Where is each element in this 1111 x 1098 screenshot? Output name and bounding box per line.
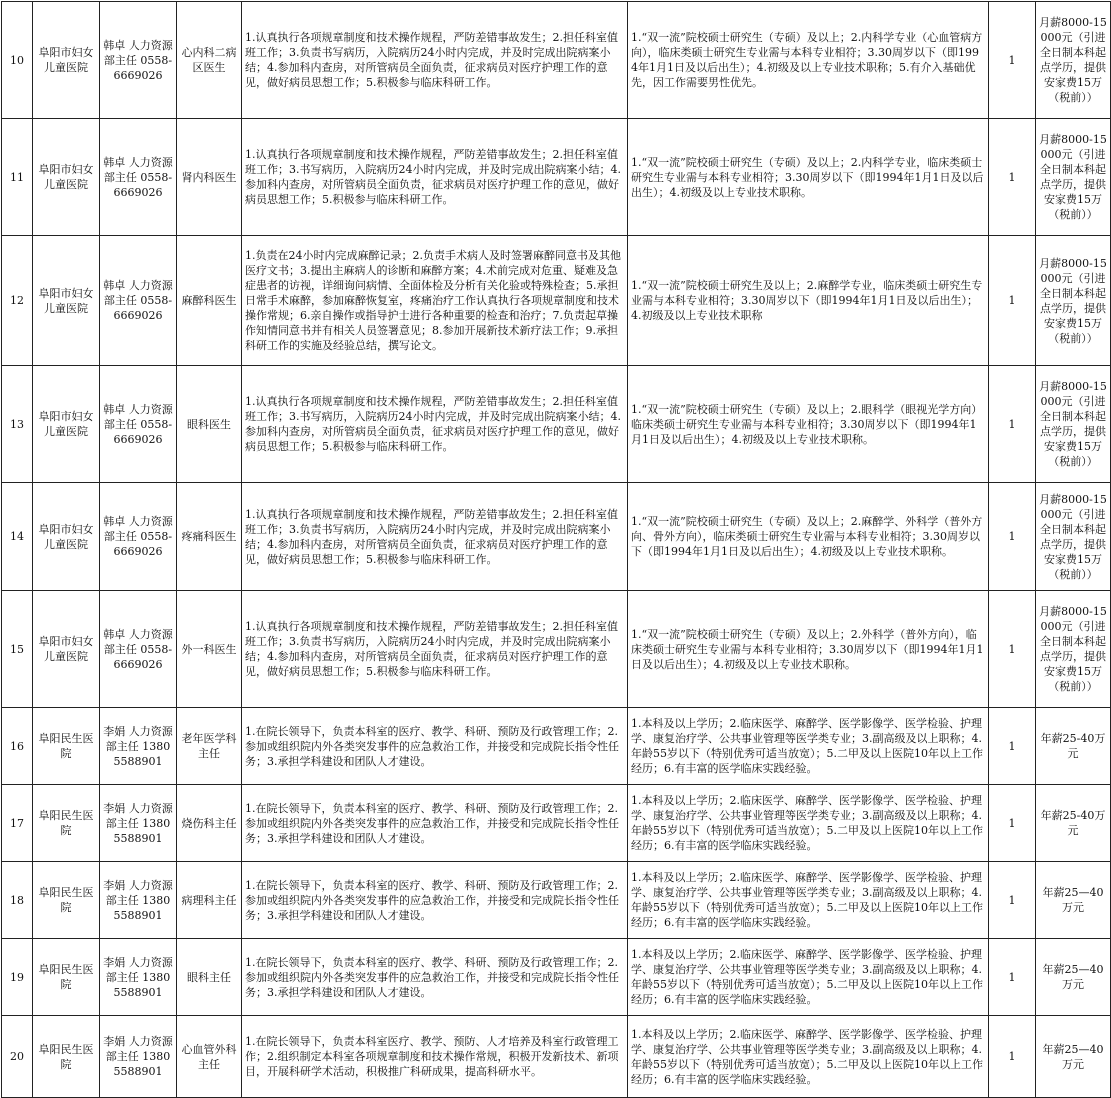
post-name: 心内科二病区医生: [177, 2, 242, 119]
unit-name: 阜阳市妇女儿童医院: [33, 236, 100, 366]
headcount: 1: [989, 708, 1036, 785]
requirements: 1.“双一流”院校硕士研究生（专硕）及以上；2.麻醉学、外科学（普外方向、骨外方向），临床类硕士研究生专业需与本科专业相符；3.30周岁以下（即1994年1月1日及以后出生）；4.初级及以上专业技术职称。: [628, 483, 989, 591]
post-name: 心血管外科主任: [177, 1016, 242, 1098]
salary: 年薪25-40万元: [1036, 708, 1111, 785]
job-duties: 1.在院长领导下，负责本科室的医疗、教学、科研、预防及行政管理工作；2.参加或组织院内外各类突发事件的应急救治工作，并接受和完成院长指令性任务；3.承担学科建设和团队人才建设。: [242, 939, 628, 1016]
row-number: 19: [2, 939, 33, 1016]
table-row: [2, 862, 1111, 939]
requirements: 1.“双一流”院校硕士研究生及以上；2.麻醉学专业，临床类硕士研究生专业需与本科专业相符；3.30周岁以下（即1994年1月1日及以后出生）；4.初级及以上专业技术职称: [628, 236, 989, 366]
headcount: 1: [989, 591, 1036, 708]
post-name: 外一科医生: [177, 591, 242, 708]
unit-name: 阜阳民生医院: [33, 1016, 100, 1098]
requirements: 1.“双一流”院校硕士研究生（专硕）及以上；2.外科学（普外方向），临床类硕士研究生专业需与本科专业相符；3.30周岁以下（即1994年1月1日及以后出生）；4.初级及以上专业技术职称。: [628, 591, 989, 708]
contact-person: 韩卓 人力资源部主任 0558-6669026: [100, 119, 177, 236]
salary: 年薪25—40万元: [1036, 939, 1111, 1016]
headcount: 1: [989, 1016, 1036, 1098]
job-duties: 1.认真执行各项规章制度和技术操作规程，严防差错事故发生；2.担任科室值班工作；3.书写病历，入院病历24小时内完成，并及时完成出院病案小结；4.参加科内查房，对所管病员全面负责，征求病员对医疗护理工作的意见，做好病员思想工作；5.积极参与临床科研工作。: [242, 366, 628, 483]
table-row: [2, 236, 1111, 366]
post-name: 老年医学科主任: [177, 708, 242, 785]
row-number: 10: [2, 2, 33, 119]
headcount: 1: [989, 483, 1036, 591]
table-row: [2, 591, 1111, 708]
contact-person: 韩卓 人力资源部主任 0558-6669026: [100, 2, 177, 119]
unit-name: 阜阳市妇女儿童医院: [33, 119, 100, 236]
headcount: 1: [989, 366, 1036, 483]
post-name: 眼科医生: [177, 366, 242, 483]
table-row: [2, 939, 1111, 1016]
contact-person: 韩卓 人力资源部主任 0558-6669026: [100, 366, 177, 483]
contact-person: 李娟 人力资源部主任 13805588901: [100, 862, 177, 939]
contact-person: 李娟 人力资源部主任 13805588901: [100, 708, 177, 785]
job-duties: 1.认真执行各项规章制度和技术操作规程，严防差错事故发生；2.担任科室值班工作；3.负责书写病历，入院病历24小时内完成，并及时完成出院病案小结；4.参加科内查房，对所管病员全面负责，征求病员对医疗护理工作的意见，做好病员思想工作；5.积极参与临床科研工作。: [242, 2, 628, 119]
row-number: 13: [2, 366, 33, 483]
table-row: [2, 119, 1111, 236]
requirements: 1.本科及以上学历；2.临床医学、麻醉学、医学影像学、医学检验、护理学、康复治疗学、公共事业管理等医学类专业；3.副高级及以上职称；4.年龄55岁以下（特别优秀可适当放宽）；5.二甲及以上医院10年以上工作经历；6.有丰富的医学临床实践经验。: [628, 1016, 989, 1098]
contact-person: 李娟 人力资源部主任 13805588901: [100, 939, 177, 1016]
contact-person: 李娟 人力资源部主任 13805588901: [100, 1016, 177, 1098]
table-row: [2, 483, 1111, 591]
requirements: 1.“双一流”院校硕士研究生（专硕）及以上；2.内科学专业（心血管病方向），临床类硕士研究生专业需与本科专业相符；3.30周岁以下（即1994年1月1日及以后出生）；4.初级及以上专业技术职称；5.有介入基础优先，因工作需要男性优先。: [628, 2, 989, 119]
post-name: 疼痛科医生: [177, 483, 242, 591]
requirements: 1.“双一流”院校硕士研究生（专硕）及以上；2.内科学专业，临床类硕士研究生专业需与本科专业相符；3.30周岁以下（即1994年1月1日及以后出生）；4.初级及以上专业技术职称。: [628, 119, 989, 236]
salary: 月薪8000-15000元（引进全日制本科起点学历，提供安家费15万（税前））: [1036, 2, 1111, 119]
salary: 月薪8000-15000元（引进全日制本科起点学历，提供安家费15万（税前））: [1036, 366, 1111, 483]
headcount: 1: [989, 862, 1036, 939]
table-row: [2, 785, 1111, 862]
row-number: 11: [2, 119, 33, 236]
table-row: [2, 366, 1111, 483]
requirements: 1.本科及以上学历；2.临床医学、麻醉学、医学影像学、医学检验、护理学、康复治疗学、公共事业管理等医学类专业；3.副高级及以上职称；4.年龄55岁以下（特别优秀可适当放宽）；5.二甲及以上医院10年以上工作经历；6.有丰富的医学临床实践经验。: [628, 708, 989, 785]
row-number: 12: [2, 236, 33, 366]
salary: 年薪25—40万元: [1036, 862, 1111, 939]
unit-name: 阜阳民生医院: [33, 862, 100, 939]
job-duties: 1.在院长领导下，负责本科室的医疗、教学、科研、预防及行政管理工作；2.参加或组织院内外各类突发事件的应急救治工作，并接受和完成院长指令性任务；3.承担学科建设和团队人才建设。: [242, 708, 628, 785]
job-duties: 1.认真执行各项规章制度和技术操作规程，严防差错事故发生；2.担任科室值班工作；3.负责书写病历，入院病历24小时内完成，并及时完成出院病案小结；4.参加科内查房，对所管病员全面负责，征求病员对医疗护理工作的意见，做好病员思想工作；5.积极参与临床科研工作。: [242, 483, 628, 591]
requirements: 1.本科及以上学历；2.临床医学、麻醉学、医学影像学、医学检验、护理学、康复治疗学、公共事业管理等医学类专业；3.副高级及以上职称；4.年龄55岁以下（特别优秀可适当放宽）；5.二甲及以上医院10年以上工作经历；6.有丰富的医学临床实践经验。: [628, 939, 989, 1016]
headcount: 1: [989, 236, 1036, 366]
contact-person: 李娟 人力资源部主任 13805588901: [100, 785, 177, 862]
requirements: 1.“双一流”院校硕士研究生（专硕）及以上；2.眼科学（眼视光学方向）临床类硕士研究生专业需与本科专业相符；3.30周岁以下（即1994年1月1日及以后出生）；4.初级及以上专业技术职称。: [628, 366, 989, 483]
contact-person: 韩卓 人力资源部主任 0558-6669026: [100, 591, 177, 708]
job-duties: 1.在院长领导下，负责本科室的医疗、教学、科研、预防及行政管理工作；2.参加或组织院内外各类突发事件的应急救治工作，并接受和完成院长指令性任务；3.承担学科建设和团队人才建设。: [242, 862, 628, 939]
unit-name: 阜阳市妇女儿童医院: [33, 591, 100, 708]
headcount: 1: [989, 2, 1036, 119]
table-row: [2, 2, 1111, 119]
headcount: 1: [989, 119, 1036, 236]
row-number: 16: [2, 708, 33, 785]
salary: 年薪25—40万元: [1036, 1016, 1111, 1098]
job-duties: 1.认真执行各项规章制度和技术操作规程，严防差错事故发生；2.担任科室值班工作；3.负责书写病历，入院病历24小时内完成，并及时完成出院病案小结；4.参加科内查房，对所管病员全面负责，征求病员对医疗护理工作的意见，做好病员思想工作；5.积极参与临床科研工作。: [242, 591, 628, 708]
unit-name: 阜阳市妇女儿童医院: [33, 2, 100, 119]
salary: 月薪8000-15000元（引进全日制本科起点学历，提供安家费15万（税前））: [1036, 119, 1111, 236]
requirements: 1.本科及以上学历；2.临床医学、麻醉学、医学影像学、医学检验、护理学、康复治疗学、公共事业管理等医学类专业；3.副高级及以上职称；4.年龄55岁以下（特别优秀可适当放宽）；5.二甲及以上医院10年以上工作经历；6.有丰富的医学临床实践经验。: [628, 862, 989, 939]
unit-name: 阜阳民生医院: [33, 708, 100, 785]
post-name: 麻醉科医生: [177, 236, 242, 366]
recruitment-table: [1, 1, 1111, 1098]
job-duties: 1.在院长领导下，负责本科室医疗、教学、预防、人才培养及科室行政管理工作；2.组织制定本科室各项规章制度和技术操作常规，积极开发新技术、新项目，开展科研学术活动，积极推广科研成果，提高科研水平。: [242, 1016, 628, 1098]
job-duties: 1.在院长领导下，负责本科室的医疗、教学、科研、预防及行政管理工作；2.参加或组织院内外各类突发事件的应急救治工作，并接受和完成院长指令性任务；3.承担学科建设和团队人才建设。: [242, 785, 628, 862]
row-number: 15: [2, 591, 33, 708]
row-number: 20: [2, 1016, 33, 1098]
job-duties: 1.认真执行各项规章制度和技术操作规程，严防差错事故发生；2.担任科室值班工作；3.书写病历，入院病历24小时内完成，并及时完成出院病案小结；4.参加科内查房，对所管病员全面负责，征求病员对医疗护理工作的意见，做好病员思想工作；5.积极参与临床科研工作。: [242, 119, 628, 236]
unit-name: 阜阳民生医院: [33, 939, 100, 1016]
contact-person: 韩卓 人力资源部主任 0558-6669026: [100, 236, 177, 366]
salary: 月薪8000-15000元（引进全日制本科起点学历，提供安家费15万（税前））: [1036, 483, 1111, 591]
post-name: 眼科主任: [177, 939, 242, 1016]
salary: 月薪8000-15000元（引进全日制本科起点学历，提供安家费15万（税前））: [1036, 236, 1111, 366]
requirements: 1.本科及以上学历；2.临床医学、麻醉学、医学影像学、医学检验、护理学、康复治疗学、公共事业管理等医学类专业；3.副高级及以上职称；4.年龄55岁以下（特别优秀可适当放宽）；5.二甲及以上医院10年以上工作经历；6.有丰富的医学临床实践经验。: [628, 785, 989, 862]
table-row: [2, 1016, 1111, 1098]
headcount: 1: [989, 785, 1036, 862]
post-name: 病理科主任: [177, 862, 242, 939]
job-duties: 1.负责在24小时内完成麻醉记录；2.负责手术病人及时签署麻醉同意书及其他医疗文书；3.提出主麻病人的诊断和麻醉方案；4.术前完成对危重、疑难及急症患者的访视，详细询问病情、全面体检及分析有关化验或特殊检查；5.承担日常手术麻醉，参加麻醉恢复室，疼痛治疗工作认真执行各项规章制度和技术操作常规；6.亲自操作或指导护士进行各种重要的检查和治疗；7.负责起草操作知情同意书并有相关人员签署意见；8.参加开展新技术新疗法工作；9.承担科研工作的实施及经验总结，撰写论文。: [242, 236, 628, 366]
table-row: [2, 708, 1111, 785]
row-number: 17: [2, 785, 33, 862]
post-name: 烧伤科主任: [177, 785, 242, 862]
salary: 年薪25-40万元: [1036, 785, 1111, 862]
contact-person: 韩卓 人力资源部主任 0558-6669026: [100, 483, 177, 591]
post-name: 肾内科医生: [177, 119, 242, 236]
row-number: 18: [2, 862, 33, 939]
unit-name: 阜阳民生医院: [33, 785, 100, 862]
unit-name: 阜阳市妇女儿童医院: [33, 483, 100, 591]
row-number: 14: [2, 483, 33, 591]
salary: 月薪8000-15000元（引进全日制本科起点学历，提供安家费15万（税前））: [1036, 591, 1111, 708]
headcount: 1: [989, 939, 1036, 1016]
unit-name: 阜阳市妇女儿童医院: [33, 366, 100, 483]
